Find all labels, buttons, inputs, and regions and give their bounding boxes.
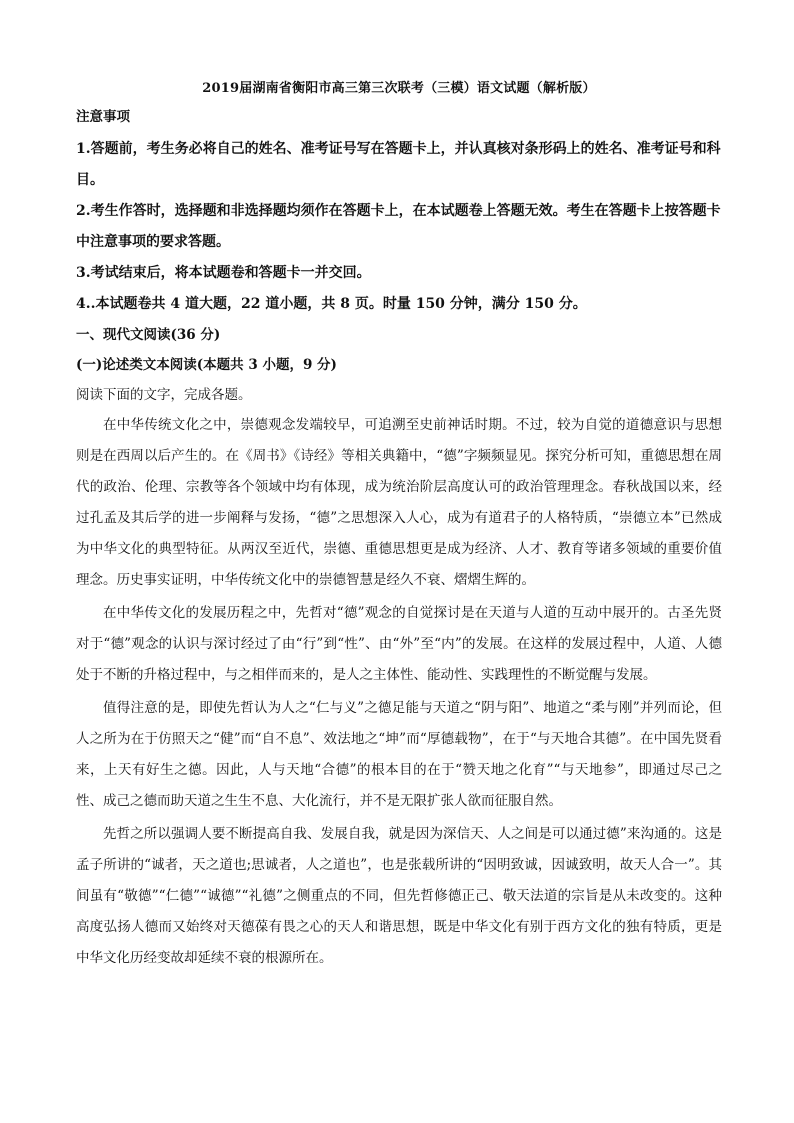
reading-instruction: 阅读下面的文字，完成各题。 <box>76 387 252 403</box>
section-subheading-argumentative-text: (一)论述类文本阅读(本题共 3 小题，9 分) <box>76 357 337 373</box>
article-paragraph-2: 在中华传文化的发展历程之中，先哲对“德”观念的自觉探讨是在天道与人道的互动中展开的。古圣先贤对于“德”观念的认识与深讨经过了由“行”到“性”、由“外”至“内”的发展。在这样的发展过程中，人道、人德处于不断的升格过程中，与之相伴而来的，是人之主体性、能动性、实践理性的不断觉醒与发展。 <box>76 605 722 683</box>
notice-heading: 注意事项 <box>76 109 130 125</box>
document-page <box>76 78 722 974</box>
notice-item-4: 4..本试题卷共 4 道大题，22 道小题，共 8 页。时量 150 分钟，满分 150 分。 <box>76 296 587 312</box>
notice-item-1: 1.答题前，考生务必将自己的姓名、准考证号写在答题卡上，并认真核对条形码上的姓名、准考证号和科目。 <box>76 141 721 188</box>
article-paragraph-3: 值得注意的是，即使先哲认为人之“仁与义”之德足能与天道之“阴与阳”、地道之“柔与刚”并列而论，但人之所为在于仿照天之“健”而“自不息”、效法地之“坤”而“厚德载物”，在于“与天地合其德”。在中国先贤看来，上天有好生之德。因此，人与天地“合德”的根本目的在于“赞天地之化育”“与天地参”，即通过尽己之性、成己之德而助天道之生生不息、大化流行，并不是无限扩张人欲而征服自然。 <box>76 700 722 809</box>
notice-item-3: 3.考试结束后，将本试题卷和答题卡一并交回。 <box>76 265 371 281</box>
article-paragraph-4: 先哲之所以强调人要不断提高自我、发展自我，就是因为深信天、人之间是可以通过德”来沟通的。这是孟子所讲的“诚者，天之道也;思诚者，人之道也”，也是张载所讲的“因明致诚，因诚致明，故天人合一”。其间虽有“敬德”“仁德”“诚德”“礼德”之侧重点的不同，但先哲修德正己、敬天法道的宗旨是从未改变的。这种高度弘扬人德而又始终对天德葆有畏之心的天人和谐思想，既是中华文化有别于西方文化的独有特质，更是中华文化历经变故却延续不衰的根源所在。 <box>76 826 722 966</box>
section-heading-modern-reading: 一、现代文阅读(36 分) <box>76 327 221 343</box>
notice-item-2: 2.考生作答时，选择题和非选择题均须作在答题卡上，在本试题卷上答题无效。考生在答题卡上按答题卡中注意事项的要求答题。 <box>76 203 721 250</box>
document-title: 2019届湖南省衡阳市高三第三次联考（三模）语文试题（解析版） <box>202 81 596 96</box>
article-paragraph-1: 在中华传统文化之中，崇德观念发端较早，可追溯至史前神话时期。不过，较为自觉的道德意识与思想则是在西周以后产生的。在《周书》《诗经》等相关典籍中，“德”字频频显见。探究分析可知，重德思想在周代的政治、伦理、宗教等各个领域中均有体现，成为统治阶层高度认可的政治管理理念。春秋战国以来，经过孔孟及其后学的进一步阐释与发扬，“德”之思想深入人心，成为有道君子的人格特质，“崇德立本”已然成为中华文化的典型特征。从两汉至近代，崇德、重德思想更是成为经济、人才、教育等诸多领域的重要价值理念。历史事实证明，中华传统文化中的崇德智慧是经久不衰、熠熠生辉的。 <box>76 417 722 588</box>
